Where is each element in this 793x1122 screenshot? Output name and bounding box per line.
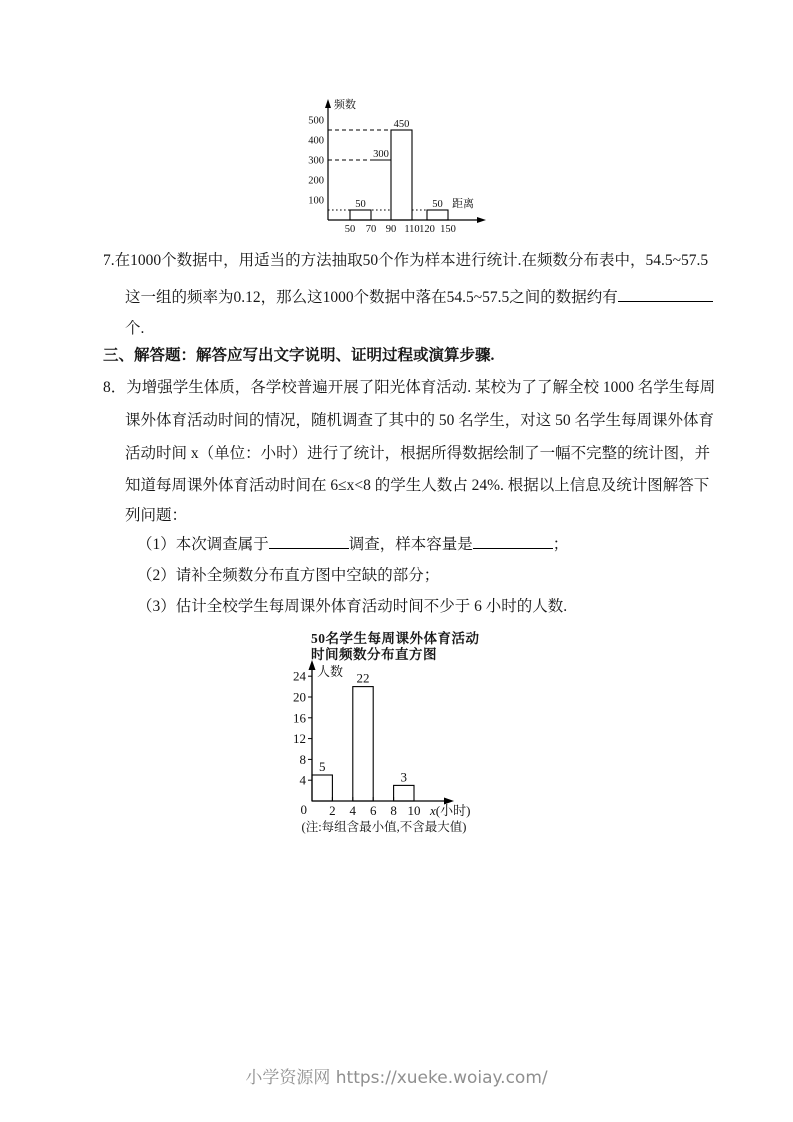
part-1-suffix: ； <box>552 536 569 553</box>
question-8-part-1 <box>137 533 568 555</box>
svg-text:400: 400 <box>308 135 324 147</box>
svg-text:22: 22 <box>356 670 370 686</box>
svg-text:5: 5 <box>318 759 326 774</box>
svg-text:人数: 人数 <box>317 664 344 679</box>
part-1-mid: 调查，样本容量是 <box>348 536 473 553</box>
question-7-line-3: 个. <box>125 320 145 337</box>
svg-text:6: 6 <box>369 803 377 818</box>
frequency-histogram-distance <box>303 95 493 245</box>
svg-text:50: 50 <box>344 224 356 235</box>
svg-text:300: 300 <box>308 155 324 167</box>
question-8-line-3: 活动时间 x（单位：小时）进行了统计，根据所得数据绘制了一幅不完整的统计图，并 <box>125 445 711 462</box>
svg-text:50: 50 <box>432 199 443 210</box>
svg-text:450: 450 <box>393 119 410 130</box>
svg-text:4: 4 <box>299 772 306 788</box>
question-8-part-3: （3）估计全校学生每周课外体育活动时间不少于 6 小时的人数. <box>137 598 568 615</box>
svg-text:24: 24 <box>293 668 306 684</box>
section-3-heading: 三、解答题：解答应写出文字说明、证明过程或演算步骤. <box>103 347 495 364</box>
svg-text:0: 0 <box>300 802 307 817</box>
question-7-line-2 <box>125 286 713 308</box>
question-8-line-2: 课外体育活动时间的情况，随机调查了其中的 50 名学生，对这 50 名学生每周课外体育 <box>125 412 715 429</box>
answer-blank <box>473 533 553 549</box>
svg-text:8: 8 <box>390 803 397 818</box>
question-8-part-2: （2）请补全频数分布直方图中空缺的部分； <box>137 567 440 584</box>
svg-text:500: 500 <box>308 115 324 127</box>
svg-text:距离: 距离 <box>452 198 474 210</box>
footer-watermark: 小学资源网 https://xueke.woiay.com/ <box>245 1068 548 1088</box>
svg-text:300: 300 <box>373 149 389 160</box>
svg-text:4: 4 <box>349 803 357 818</box>
question-8-line-4: 知道每周课外体育活动时间在 6≤x<8 的学生人数占 24%. 根据以上信息及统计图解答下 <box>125 477 710 494</box>
svg-text:200: 200 <box>308 175 324 187</box>
svg-text:50: 50 <box>355 199 366 210</box>
svg-text:2: 2 <box>329 803 336 818</box>
svg-text:8: 8 <box>299 751 306 767</box>
answer-blank <box>269 533 349 549</box>
svg-text:110: 110 <box>404 224 420 235</box>
svg-text:3: 3 <box>400 769 408 785</box>
svg-text:70: 70 <box>365 224 377 235</box>
question-8-line-1: 8．为增强学生体质，各学校普遍开展了阳光体育活动. 某校为了了解全校 1000 名学生每周 <box>103 379 716 396</box>
question-7-line-2-text: 这一组的频率为0.12，那么这1000个数据中落在54.5~57.5之间的数据约有 <box>125 289 618 306</box>
answer-blank <box>618 286 713 302</box>
svg-text:频数: 频数 <box>334 99 356 111</box>
svg-text:(注:每组含最小值,不含最大值): (注:每组含最小值,不含最大值) <box>301 820 467 834</box>
svg-text:20: 20 <box>293 689 306 705</box>
frequency-histogram-activity-time <box>280 630 490 835</box>
svg-text:x(小时): x(小时) <box>430 803 471 818</box>
part-1-prefix: （1）本次调查属于 <box>137 536 269 553</box>
svg-text:10: 10 <box>407 803 421 818</box>
svg-text:150: 150 <box>440 224 456 235</box>
svg-text:12: 12 <box>293 731 306 747</box>
histogram-title-line-1: 50名学生每周课外体育活动 <box>311 631 480 646</box>
svg-text:16: 16 <box>293 710 306 726</box>
svg-text:120: 120 <box>419 224 435 235</box>
histogram-title-line-2: 时间频数分布直方图 <box>311 646 437 662</box>
question-7-line-1: 7.在1000个数据中，用适当的方法抽取50个作为样本进行统计.在频数分布表中，54.5~57.5 <box>103 252 709 269</box>
question-8-line-5: 列问题： <box>125 507 188 524</box>
svg-text:90: 90 <box>385 224 397 235</box>
svg-text:100: 100 <box>308 195 324 207</box>
